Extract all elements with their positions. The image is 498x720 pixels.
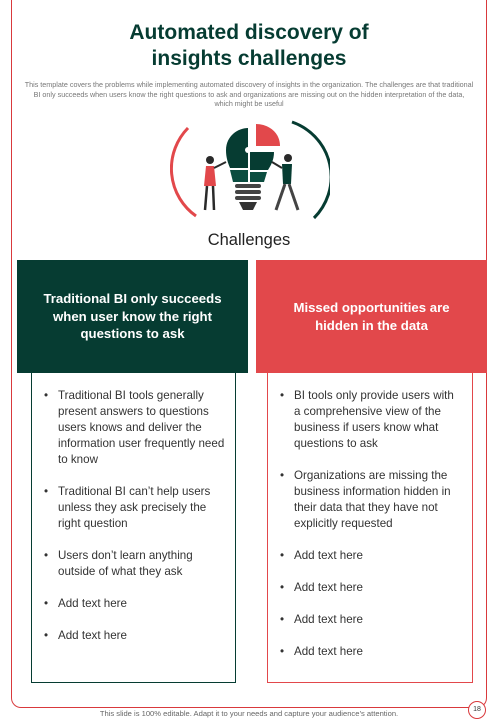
footer-note: This slide is 100% editable. Adapt it to your needs and capture your audience’s attention. — [99, 709, 399, 718]
list-item: • Add text here — [280, 548, 462, 564]
list-item: • Organizations are missing the business information hidden in their data that they have not explicitly requested — [280, 468, 462, 532]
left-card-heading: Traditional BI only succeeds when user know the right questions to ask — [17, 260, 248, 373]
list-item: • Add text here — [44, 628, 225, 644]
list-item: • Add text here — [280, 580, 462, 596]
page-title: Automated discovery of insights challenges — [129, 21, 369, 70]
intro-text: This template covers the problems while implementing automated discovery of insights in the organization. The challenges are that traditional BI only succeeds when users know the right questions to ask and organizations are missing out on the hidden interpretation of the data, which might be useful — [24, 80, 474, 108]
list-item: • Add text here — [44, 596, 225, 612]
right-card-heading: Missed opportunities are hidden in the data — [256, 260, 487, 373]
list-item: • Traditional BI can’t help users unless they ask precisely the right question — [44, 484, 225, 532]
section-heading: Challenges — [207, 231, 291, 249]
list-item: • Add text here — [280, 644, 462, 660]
lightbulb-puzzle-illustration — [170, 118, 330, 224]
list-item: • BI tools only provide users with a comprehensive view of the business if users know what questions to ask — [280, 388, 462, 452]
list-item: • Add text here — [280, 612, 462, 628]
right-bullet-list — [268, 372, 472, 660]
list-item: • Traditional BI tools generally present answers to questions users knows and deliver the information user frequently need to know — [44, 388, 225, 468]
list-item: • Users don’t learn anything outside of what they ask — [44, 548, 225, 580]
page-number: 18 — [468, 701, 486, 719]
right-card-body — [267, 372, 473, 683]
left-bullet-list — [32, 372, 235, 644]
left-card-body — [31, 372, 236, 683]
